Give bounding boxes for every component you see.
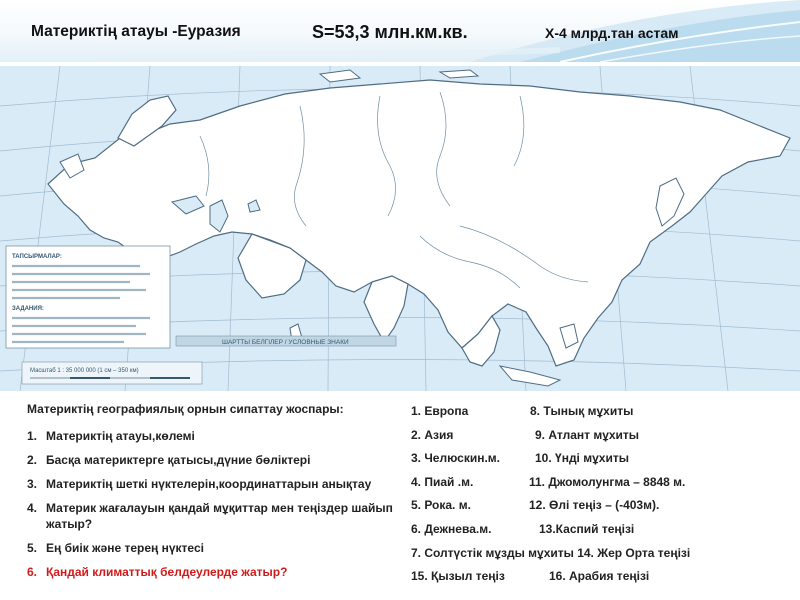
answer-row: 5. Рока. м. 12. Өлі теңіз – (-403м). (411, 498, 660, 513)
plan-item: 2. Басқа материктерге қатысы,дүние бөліктері (27, 453, 311, 467)
answer-row: 7. Солтүстік мұзды мұхиты 14. Жер Орта теңізі (411, 545, 691, 560)
plan-item: 5. Ең биік және терең нүктесі (27, 541, 204, 555)
scale-text: Масштаб 1 : 35 000 000 (1 см – 350 км) (30, 368, 139, 374)
legend-title: ТАПСЫРМАЛАР: (12, 254, 62, 260)
plan-list (27, 428, 397, 580)
legend-section-title: ЗАДАНИЯ: (12, 306, 44, 312)
description-plan (27, 402, 397, 588)
answers-list (411, 402, 796, 591)
continent-area: S=53,3 млн.км.кв. (312, 22, 468, 42)
plan-item: 4. Материк жағалауын қандай мұқиттар мен теңіздер шайып жатыр? (27, 501, 393, 531)
map-legend-block (6, 246, 170, 348)
answer-row: 4. Пиай .м. 11. Джомолунгма – 8848 м. (411, 474, 686, 489)
continent-name: Материктің атауы -Еуразия (31, 23, 241, 40)
map-drawing (0, 66, 800, 391)
plan-item: 3. Материктің шеткі нүктелерін,координаттарын анықтау (27, 477, 372, 491)
legend-strip: ШАРТТЫ БЕЛГІЛЕР / УСЛОВНЫЕ ЗНАКИ (222, 339, 349, 346)
plan-item-highlighted: 6. Қандай климаттық белдеулерде жатыр? (27, 565, 288, 579)
answer-row: 6. Дежнева.м. 13.Каспий теңізі (411, 521, 635, 536)
answer-row: 1. Европа 8. Тынық мұхиты (411, 404, 634, 418)
plan-title: Материктің географиялық орнын сипаттау жоспары: (27, 402, 344, 416)
answer-row: 3. Челюскин.м. 10. Үнді мұхиты (411, 451, 629, 466)
answer-row: 15. Қызыл теңіз 16. Арабия теңізі (411, 569, 650, 584)
title-banner (0, 0, 800, 62)
answer-row: 2. Азия 9. Атлант мұхиты (411, 427, 640, 442)
map-scale-bar (22, 362, 202, 384)
plan-item: 1. Материктің атауы,көлемі (27, 429, 195, 443)
eurasia-contour-map (0, 66, 800, 391)
continent-population: Х-4 млрд.тан астам (545, 25, 679, 41)
